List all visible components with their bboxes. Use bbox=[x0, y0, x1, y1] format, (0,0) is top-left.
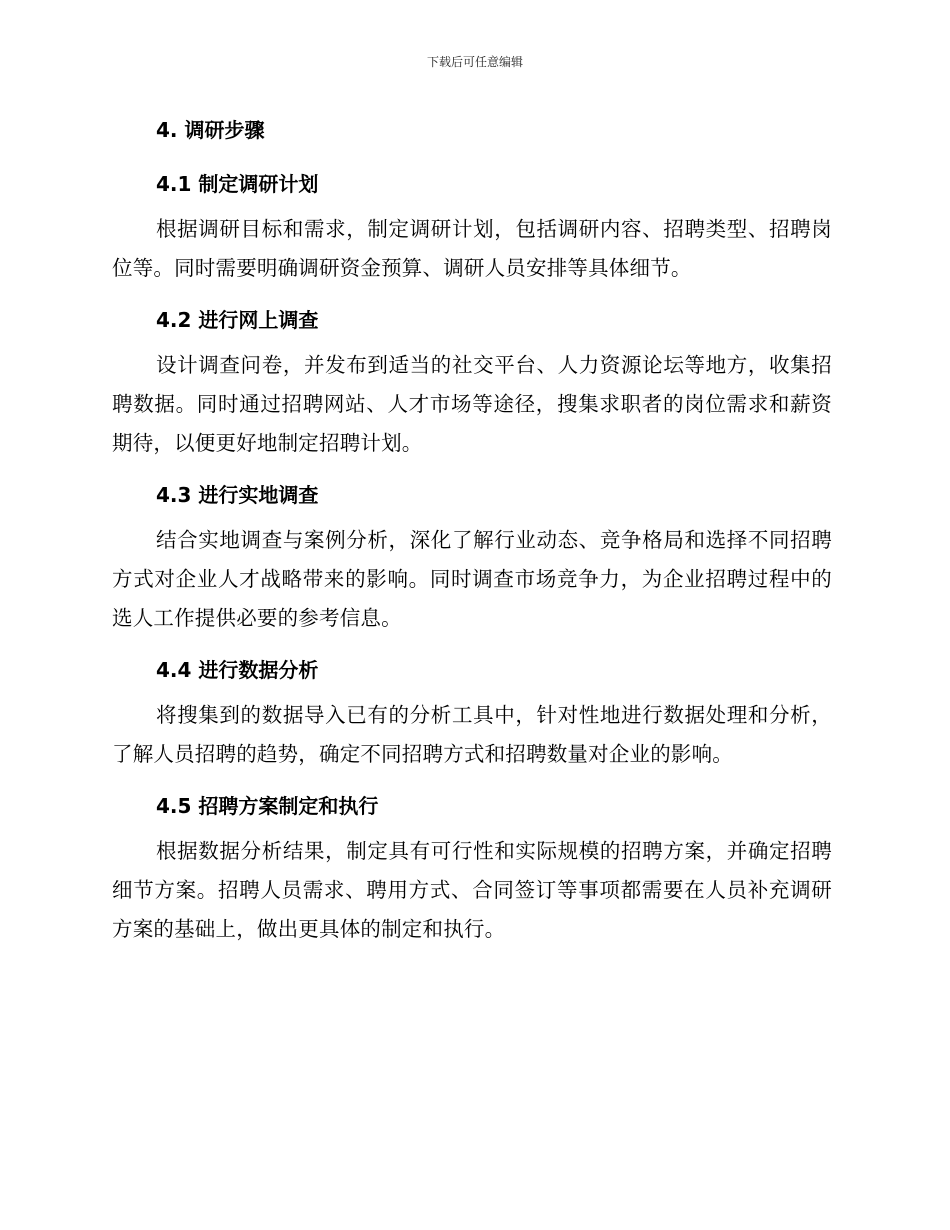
section-4-4 bbox=[112, 650, 832, 774]
subsection-heading: 4.4 进行数据分析 bbox=[156, 658, 319, 682]
subsection-heading: 4.5 招聘方案制定和执行 bbox=[156, 794, 379, 818]
section-4-3 bbox=[112, 475, 832, 638]
subsection-paragraph: 设计调查问卷，并发布到适当的社交平台、人力资源论坛等地方，收集招聘数据。同时通过招聘网站、人才市场等途径，搜集求职者的岗位需求和薪资期待，以便更好地制定招聘计划。 bbox=[112, 353, 832, 455]
subsection-heading: 4.1 制定调研计划 bbox=[156, 172, 319, 196]
subsection-paragraph: 结合实地调查与案例分析，深化了解行业动态、竞争格局和选择不同招聘方式对企业人才战略带来的影响。同时调查市场竞争力，为企业招聘过程中的选人工作提供必要的参考信息。 bbox=[112, 528, 832, 630]
subsection-paragraph: 根据数据分析结果，制定具有可行性和实际规模的招聘方案，并确定招聘细节方案。招聘人员需求、聘用方式、合同签订等事项都需要在人员补充调研方案的基础上，做出更具体的制定和执行。 bbox=[112, 839, 832, 941]
subsection-paragraph: 将搜集到的数据导入已有的分析工具中，针对性地进行数据处理和分析，了解人员招聘的趋势，确定不同招聘方式和招聘数量对企业的影响。 bbox=[112, 703, 832, 766]
section-title: 4. 调研步骤 bbox=[156, 118, 265, 142]
subsection-paragraph: 根据调研目标和需求，制定调研计划，包括调研内容、招聘类型、招聘岗位等。同时需要明确调研资金预算、调研人员安排等具体细节。 bbox=[112, 217, 832, 280]
document-body bbox=[112, 110, 832, 949]
subsection-heading: 4.3 进行实地调查 bbox=[156, 483, 319, 507]
page-header-note: 下载后可任意编辑 bbox=[426, 55, 523, 69]
section-4-5 bbox=[112, 786, 832, 949]
section-4-2 bbox=[112, 300, 832, 463]
subsection-heading: 4.2 进行网上调查 bbox=[156, 308, 319, 332]
section-4-1 bbox=[112, 164, 832, 288]
